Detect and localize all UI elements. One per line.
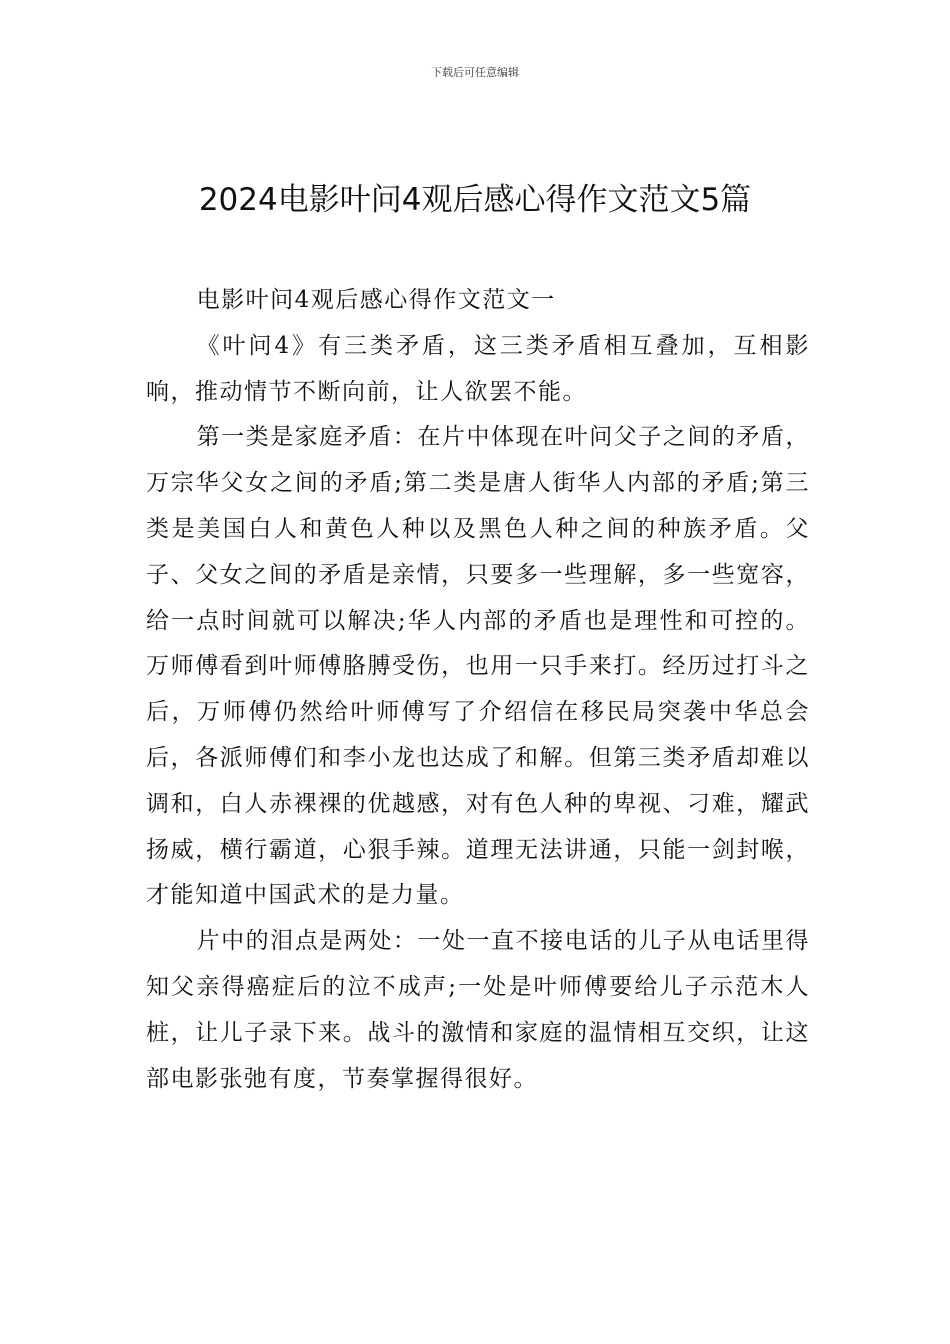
- page-header-note: 下载后可任意编辑: [431, 66, 519, 79]
- paragraph-3: 片中的泪点是两处：一处一直不接电话的儿子从电话里得知父亲得癌症后的泣不成声;一处是叶师傅要给儿子示范木人桩，让儿子录下来。战斗的激情和家庭的温情相互交织，让这部电影张弛有度，节奏掌握得很好。: [146, 928, 810, 1092]
- paragraph-2: 第一类是家庭矛盾：在片中体现在叶问父子之间的矛盾，万宗华父女之间的矛盾;第二类是唐人街华人内部的矛盾;第三类是美国白人和黄色人种以及黑色人种之间的种族矛盾。父子、父女之间的矛盾是亲情，只要多一些理解，多一些宽容，给一点时间就可以解决;华人内部的矛盾也是理性和可控的。万师傅看到叶师傅胳膊受伤，也用一只手来打。经历过打斗之后，万师傅仍然给叶师傅写了介绍信在移民局突袭中华总会后，各派师傅们和李小龙也达成了和解。但第三类矛盾却难以调和，白人赤裸裸的优越感，对有色人种的卑视、刁难，耀武扬威，横行霸道，心狠手辣。道理无法讲通，只能一剑封喉，才能知道中国武术的是力量。: [146, 424, 810, 909]
- section-heading: 电影叶问4观后感心得作文范文一: [196, 287, 556, 313]
- paragraph-1: 《叶问4》有三类矛盾，这三类矛盾相互叠加，互相影响，推动情节不断向前，让人欲罢不能。: [146, 332, 810, 405]
- document-body: [146, 278, 810, 1102]
- document-title: 2024电影叶问4观后感心得作文范文5篇: [198, 182, 752, 218]
